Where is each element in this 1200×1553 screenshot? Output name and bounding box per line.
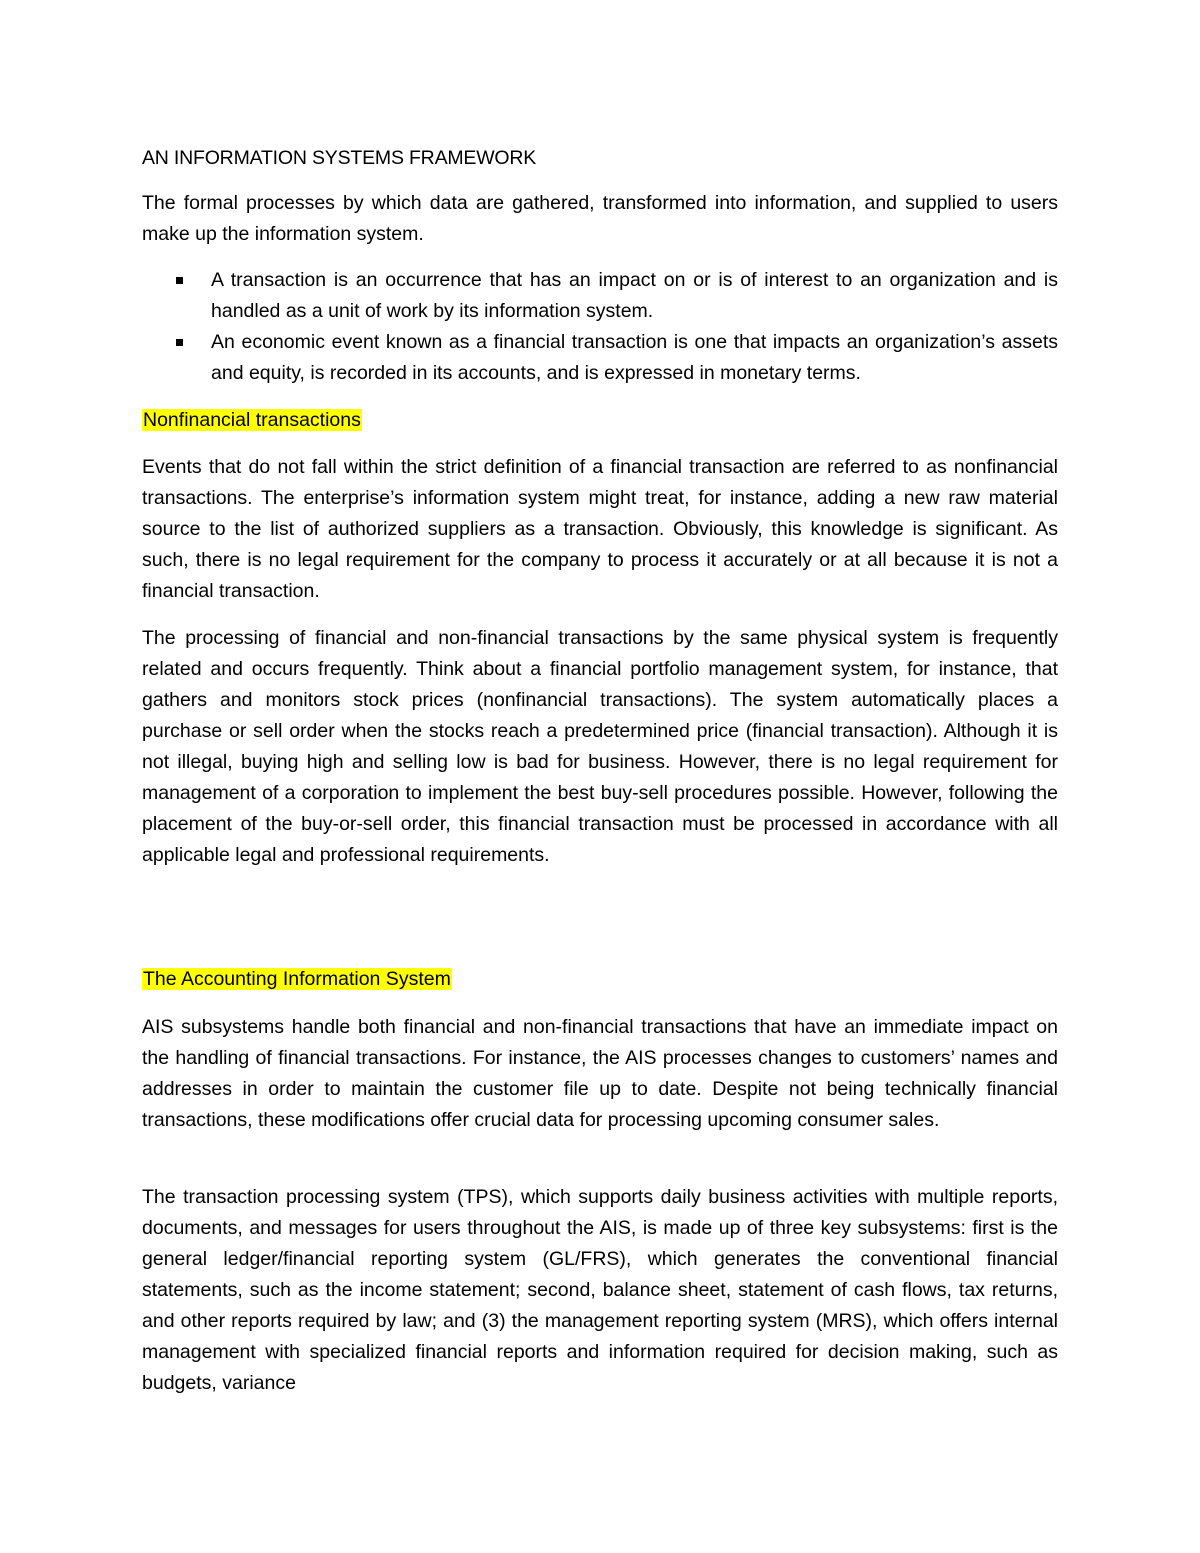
bullet-text: An economic event known as a financial transaction is one that impacts an organization’s assets and equity, is recorded in its accounts, and is expressed in monetary terms. <box>211 331 1058 384</box>
nonfinancial-paragraph-2: The processing of financial and non-financial transactions by the same physical system is frequently related and occurs frequently. Think about a financial portfolio management system, for instance, that gathers and monitors stock prices (nonfinancial transactions). The system automatically places a purchase or sell order when the stocks reach a predetermined price (financial transaction). Although it is not illegal, buying high and selling low is bad for business. However, there is no legal requirement for management of a corporation to implement the best buy-sell procedures possible. However, following the placement of the buy-or-sell order, this financial transaction must be processed in accordance with all applicable legal and professional requirements. <box>142 627 1058 866</box>
square-bullet-icon <box>176 339 183 346</box>
ais-paragraph-2: The transaction processing system (TPS), which supports daily business activities with multiple reports, documents, and messages for users throughout the AIS, is made up of three key subsystems: first is the general ledger/financial reporting system (GL/FRS), which generates the conventional financial statements, such as the income statement; second, balance sheet, statement of cash flows, tax returns, and other reports required by law; and (3) the management reporting system (MRS), which offers internal management with specialized financial reports and information required for decision making, such as budgets, variance <box>142 1186 1058 1394</box>
bullet-list <box>176 265 1058 389</box>
list-item <box>176 327 1058 389</box>
highlighted-heading-text: Nonfinancial transactions <box>143 409 361 431</box>
document-title: AN INFORMATION SYSTEMS FRAMEWORK <box>142 147 537 169</box>
ais-paragraph-1: AIS subsystems handle both financial and non-financial transactions that have an immediate impact on the handling of financial transactions. For instance, the AIS processes changes to customers’ names and addresses in order to maintain the customer file up to date. Despite not being technically financial transactions, these modifications offer crucial data for processing upcoming consumer sales. <box>142 1016 1058 1131</box>
list-item <box>176 265 1058 327</box>
square-bullet-icon <box>176 277 183 284</box>
highlighted-heading-text: The Accounting Information System <box>143 968 451 990</box>
nonfinancial-paragraph-1: Events that do not fall within the strict definition of a financial transaction are referred to as nonfinancial transactions. The enterprise’s information system might treat, for instance, adding a new raw material source to the list of authorized suppliers as a transaction. Obviously, this knowledge is significant. As such, there is no legal requirement for the company to process it accurately or at all because it is not a financial transaction. <box>142 456 1058 602</box>
bullet-text: A transaction is an occurrence that has an impact on or is of interest to an organization and is handled as a unit of work by its information system. <box>211 269 1058 322</box>
section-heading-nonfinancial <box>142 407 1058 433</box>
section-heading-ais <box>142 966 1058 992</box>
intro-paragraph: The formal processes by which data are gathered, transformed into information, and supplied to users make up the information system. <box>142 192 1058 245</box>
